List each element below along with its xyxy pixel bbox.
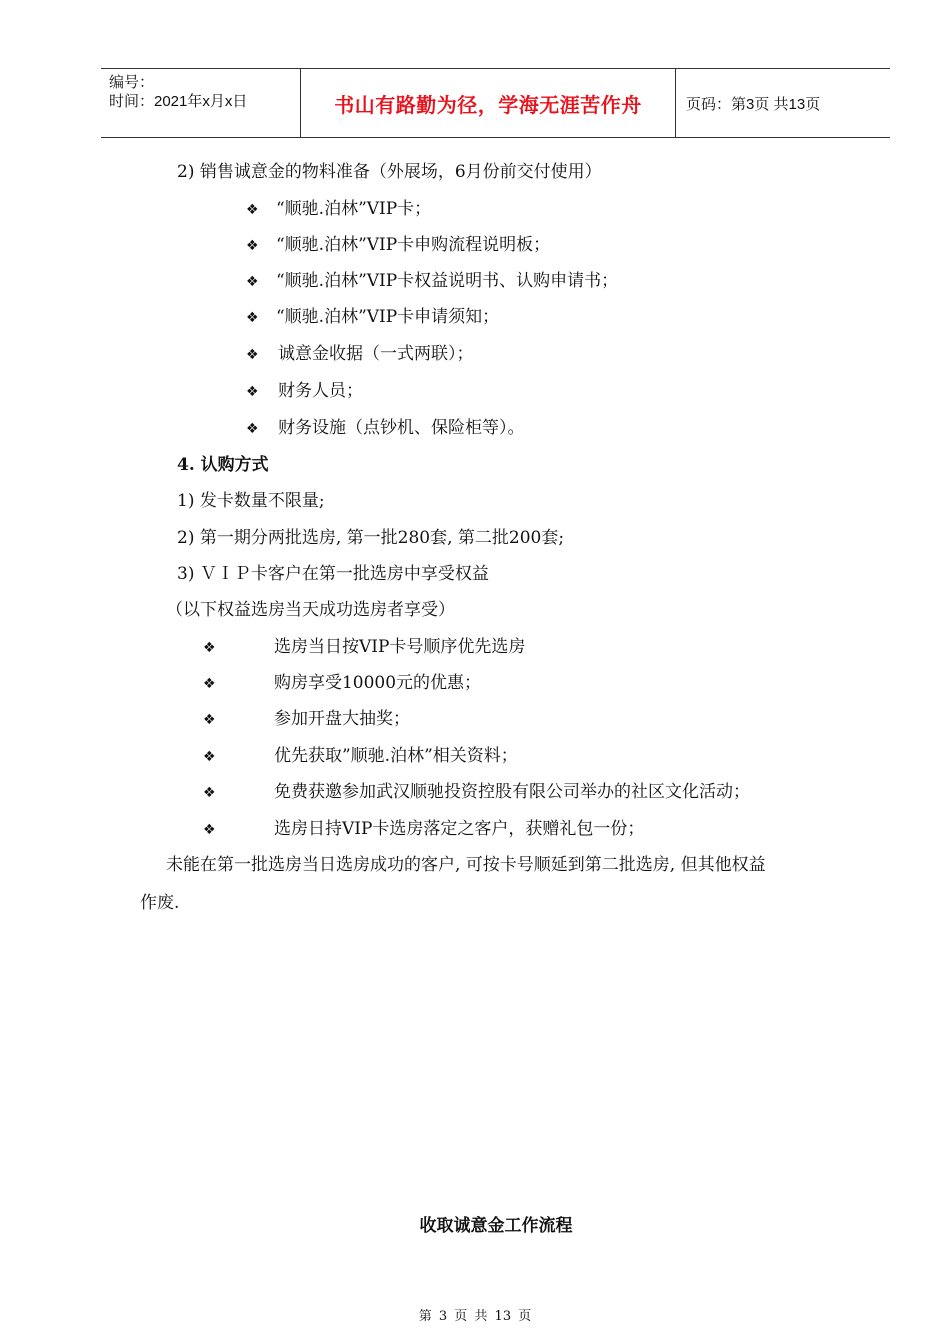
material-item-text: “顺驰.泊林”VIP卡申购流程说明板； xyxy=(275,235,551,255)
material-item-text: “顺驰.泊林”VIP卡申请须知； xyxy=(275,307,500,327)
benefit-item-text: 购房享受10000元的优惠； xyxy=(273,673,482,693)
page-header xyxy=(101,68,890,138)
material-item-text: 财务设施（点钞机、保险柜等）。 xyxy=(277,418,525,438)
diamond-bullet-icon: ❖ xyxy=(203,822,216,838)
diamond-bullet-icon: ❖ xyxy=(246,238,259,254)
material-item xyxy=(246,306,499,329)
benefit-item-text: 选房日持VIP卡选房落定之客户，获赠礼包一份； xyxy=(273,819,645,839)
diamond-bullet-icon: ❖ xyxy=(246,310,259,326)
rollover-note-continued: 作废. xyxy=(140,893,180,913)
flow-title: 收取诚意金工作流程 xyxy=(419,1216,573,1236)
diamond-bullet-icon: ❖ xyxy=(203,676,216,692)
diamond-bullet-icon: ❖ xyxy=(246,274,259,290)
diamond-bullet-icon: ❖ xyxy=(246,202,259,218)
time-label: 时间：2021年x月x日 xyxy=(109,93,248,110)
material-item xyxy=(246,343,473,366)
material-item-text: “顺驰.泊林”VIP卡权益说明书、认购申请书； xyxy=(275,271,619,291)
benefit-item-text: 优先获取”顺驰.泊林”相关资料； xyxy=(273,746,518,766)
number-label: 编号： xyxy=(109,74,155,91)
benefit-item xyxy=(203,781,750,804)
diamond-bullet-icon: ❖ xyxy=(203,785,216,801)
material-item xyxy=(246,270,618,293)
section-2-heading: 2) 销售诚意金的物料准备（外展场，6月份前交付使用） xyxy=(177,162,602,182)
material-item-text: “顺驰.泊林”VIP卡； xyxy=(275,199,432,219)
benefit-item-text: 选房当日按VIP卡号顺序优先选房 xyxy=(273,637,526,657)
material-item-text: 财务人员； xyxy=(277,381,363,401)
diamond-bullet-icon: ❖ xyxy=(203,749,216,765)
benefits-note: （以下权益选房当天成功选房者享受） xyxy=(166,600,455,620)
material-item xyxy=(246,198,431,221)
page-footer: 第 3 页 共 13 页 xyxy=(418,1309,532,1324)
benefit-item xyxy=(203,818,644,841)
diamond-bullet-icon: ❖ xyxy=(246,347,259,363)
benefit-item xyxy=(203,672,481,695)
subscription-line: 1) 发卡数量不限量; xyxy=(177,491,325,511)
diamond-bullet-icon: ❖ xyxy=(203,640,216,656)
benefit-item xyxy=(203,636,525,659)
rollover-note: 未能在第一批选房当日选房成功的客户, 可按卡号顺延到第二批选房, 但其他权益 xyxy=(166,855,766,875)
benefit-item xyxy=(203,745,518,768)
subscription-line: 2) 第一期分两批选房, 第一批280套, 第二批200套; xyxy=(177,528,565,548)
diamond-bullet-icon: ❖ xyxy=(203,712,216,728)
header-meta xyxy=(101,69,301,137)
benefit-item xyxy=(203,708,410,731)
material-item xyxy=(246,417,524,440)
header-motto: 书山有路勤为径，学海无涯苦作舟 xyxy=(301,69,676,137)
subscription-line: 3) ＶＩＰ卡客户在第一批选房中享受权益 xyxy=(177,564,489,584)
material-item-text: 诚意金收据（一式两联）； xyxy=(277,344,474,364)
diamond-bullet-icon: ❖ xyxy=(246,421,259,437)
diamond-bullet-icon: ❖ xyxy=(246,384,259,400)
benefit-item-text: 参加开盘大抽奖； xyxy=(273,709,410,729)
section-4-heading: 4. 认购方式 xyxy=(177,455,269,475)
material-item xyxy=(246,234,550,257)
material-item xyxy=(246,380,363,403)
benefit-item-text: 免费获邀参加武汉顺驰投资控股有限公司举办的社区文化活动； xyxy=(273,782,750,802)
header-page-label: 页码：第3页 共13页 xyxy=(686,95,821,113)
